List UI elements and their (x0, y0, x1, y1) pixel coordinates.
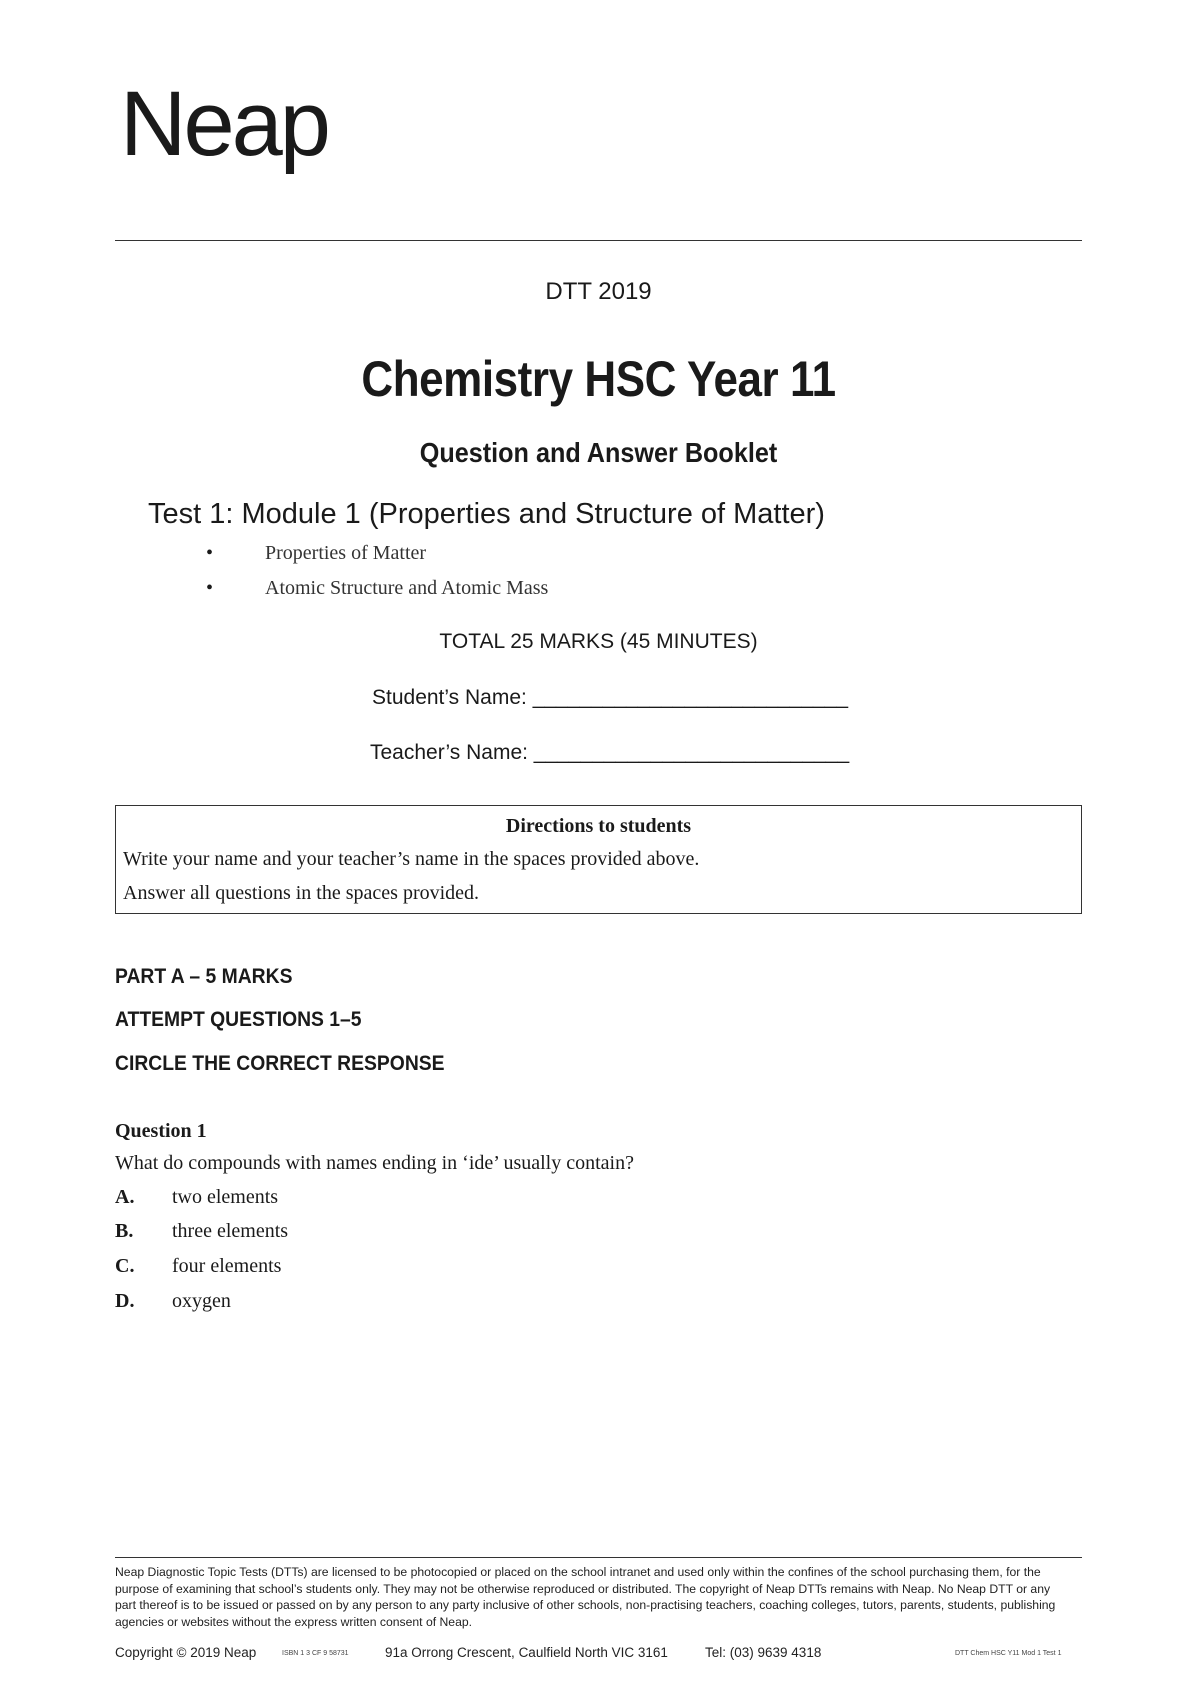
bullet-marker: • (206, 577, 214, 599)
option-d-letter[interactable]: D. (115, 1290, 135, 1312)
topic-item: Properties of Matter (265, 542, 427, 564)
option-c-text[interactable]: four elements (172, 1255, 282, 1277)
directions-line: Write your name and your teacher’s name in the spaces provided above. (123, 848, 700, 870)
header-divider (115, 240, 1082, 241)
question-label: Question 1 (115, 1120, 207, 1142)
part-a-instruction: CIRCLE THE CORRECT RESPONSE (115, 1052, 445, 1075)
question-text: What do compounds with names ending in ‘ide’ usually contain? (115, 1152, 634, 1174)
total-marks: TOTAL 25 MARKS (45 MINUTES) (439, 630, 758, 653)
document-code: DTT Chem HSC Y11 Mod 1 Test 1 (955, 1650, 1062, 1657)
option-d-text[interactable]: oxygen (172, 1290, 231, 1312)
page-title: Chemistry HSC Year 11 (361, 351, 836, 407)
telephone: Tel: (03) 9639 4318 (705, 1645, 822, 1660)
student-name-field[interactable]: Student’s Name: ___________________________ (372, 686, 849, 709)
option-a-letter[interactable]: A. (115, 1186, 135, 1208)
address: 91a Orrong Crescent, Caulfield North VIC 3161 (385, 1645, 668, 1660)
option-b-text[interactable]: three elements (172, 1220, 289, 1242)
footer-divider (115, 1557, 1082, 1558)
series-label: DTT 2019 (545, 278, 652, 305)
copyright: Copyright © 2019 Neap (115, 1645, 257, 1660)
neap-logo: Neap (120, 73, 328, 175)
directions-title: Directions to students (505, 815, 692, 837)
bullet-marker: • (206, 542, 214, 564)
option-a-text[interactable]: two elements (172, 1186, 279, 1208)
page-subtitle: Question and Answer Booklet (419, 437, 778, 468)
isbn: ISBN 1 3 CF 9 58731 (282, 1650, 349, 1657)
topic-item: Atomic Structure and Atomic Mass (265, 577, 549, 599)
directions-line: Answer all questions in the spaces provided. (123, 882, 480, 904)
part-a-attempt: ATTEMPT QUESTIONS 1–5 (115, 1008, 362, 1031)
test-heading: Test 1: Module 1 (Properties and Structure of Matter) (148, 498, 825, 530)
option-b-letter[interactable]: B. (115, 1220, 134, 1242)
option-c-letter[interactable]: C. (115, 1255, 135, 1277)
license-notice: Neap Diagnostic Topic Tests (DTTs) are licensed to be photocopied or placed on the school intranet and used only within the confines of the school purchasing them, for the purpose of examining that school’s students only. They may not be otherwise reproduced or distributed. The copyright of Neap DTTs remains with Neap. No Neap DTT or any part thereof is to be issued or passed on by any person to any party inclusive of other schools, non-practising teachers, coaching colleges, tutors, parents, students, publishing agencies or websites without the express written consent of Neap. (115, 1565, 1056, 1629)
part-a-heading: PART A – 5 MARKS (115, 965, 293, 988)
teacher-name-field[interactable]: Teacher’s Name: ___________________________ (370, 741, 850, 764)
